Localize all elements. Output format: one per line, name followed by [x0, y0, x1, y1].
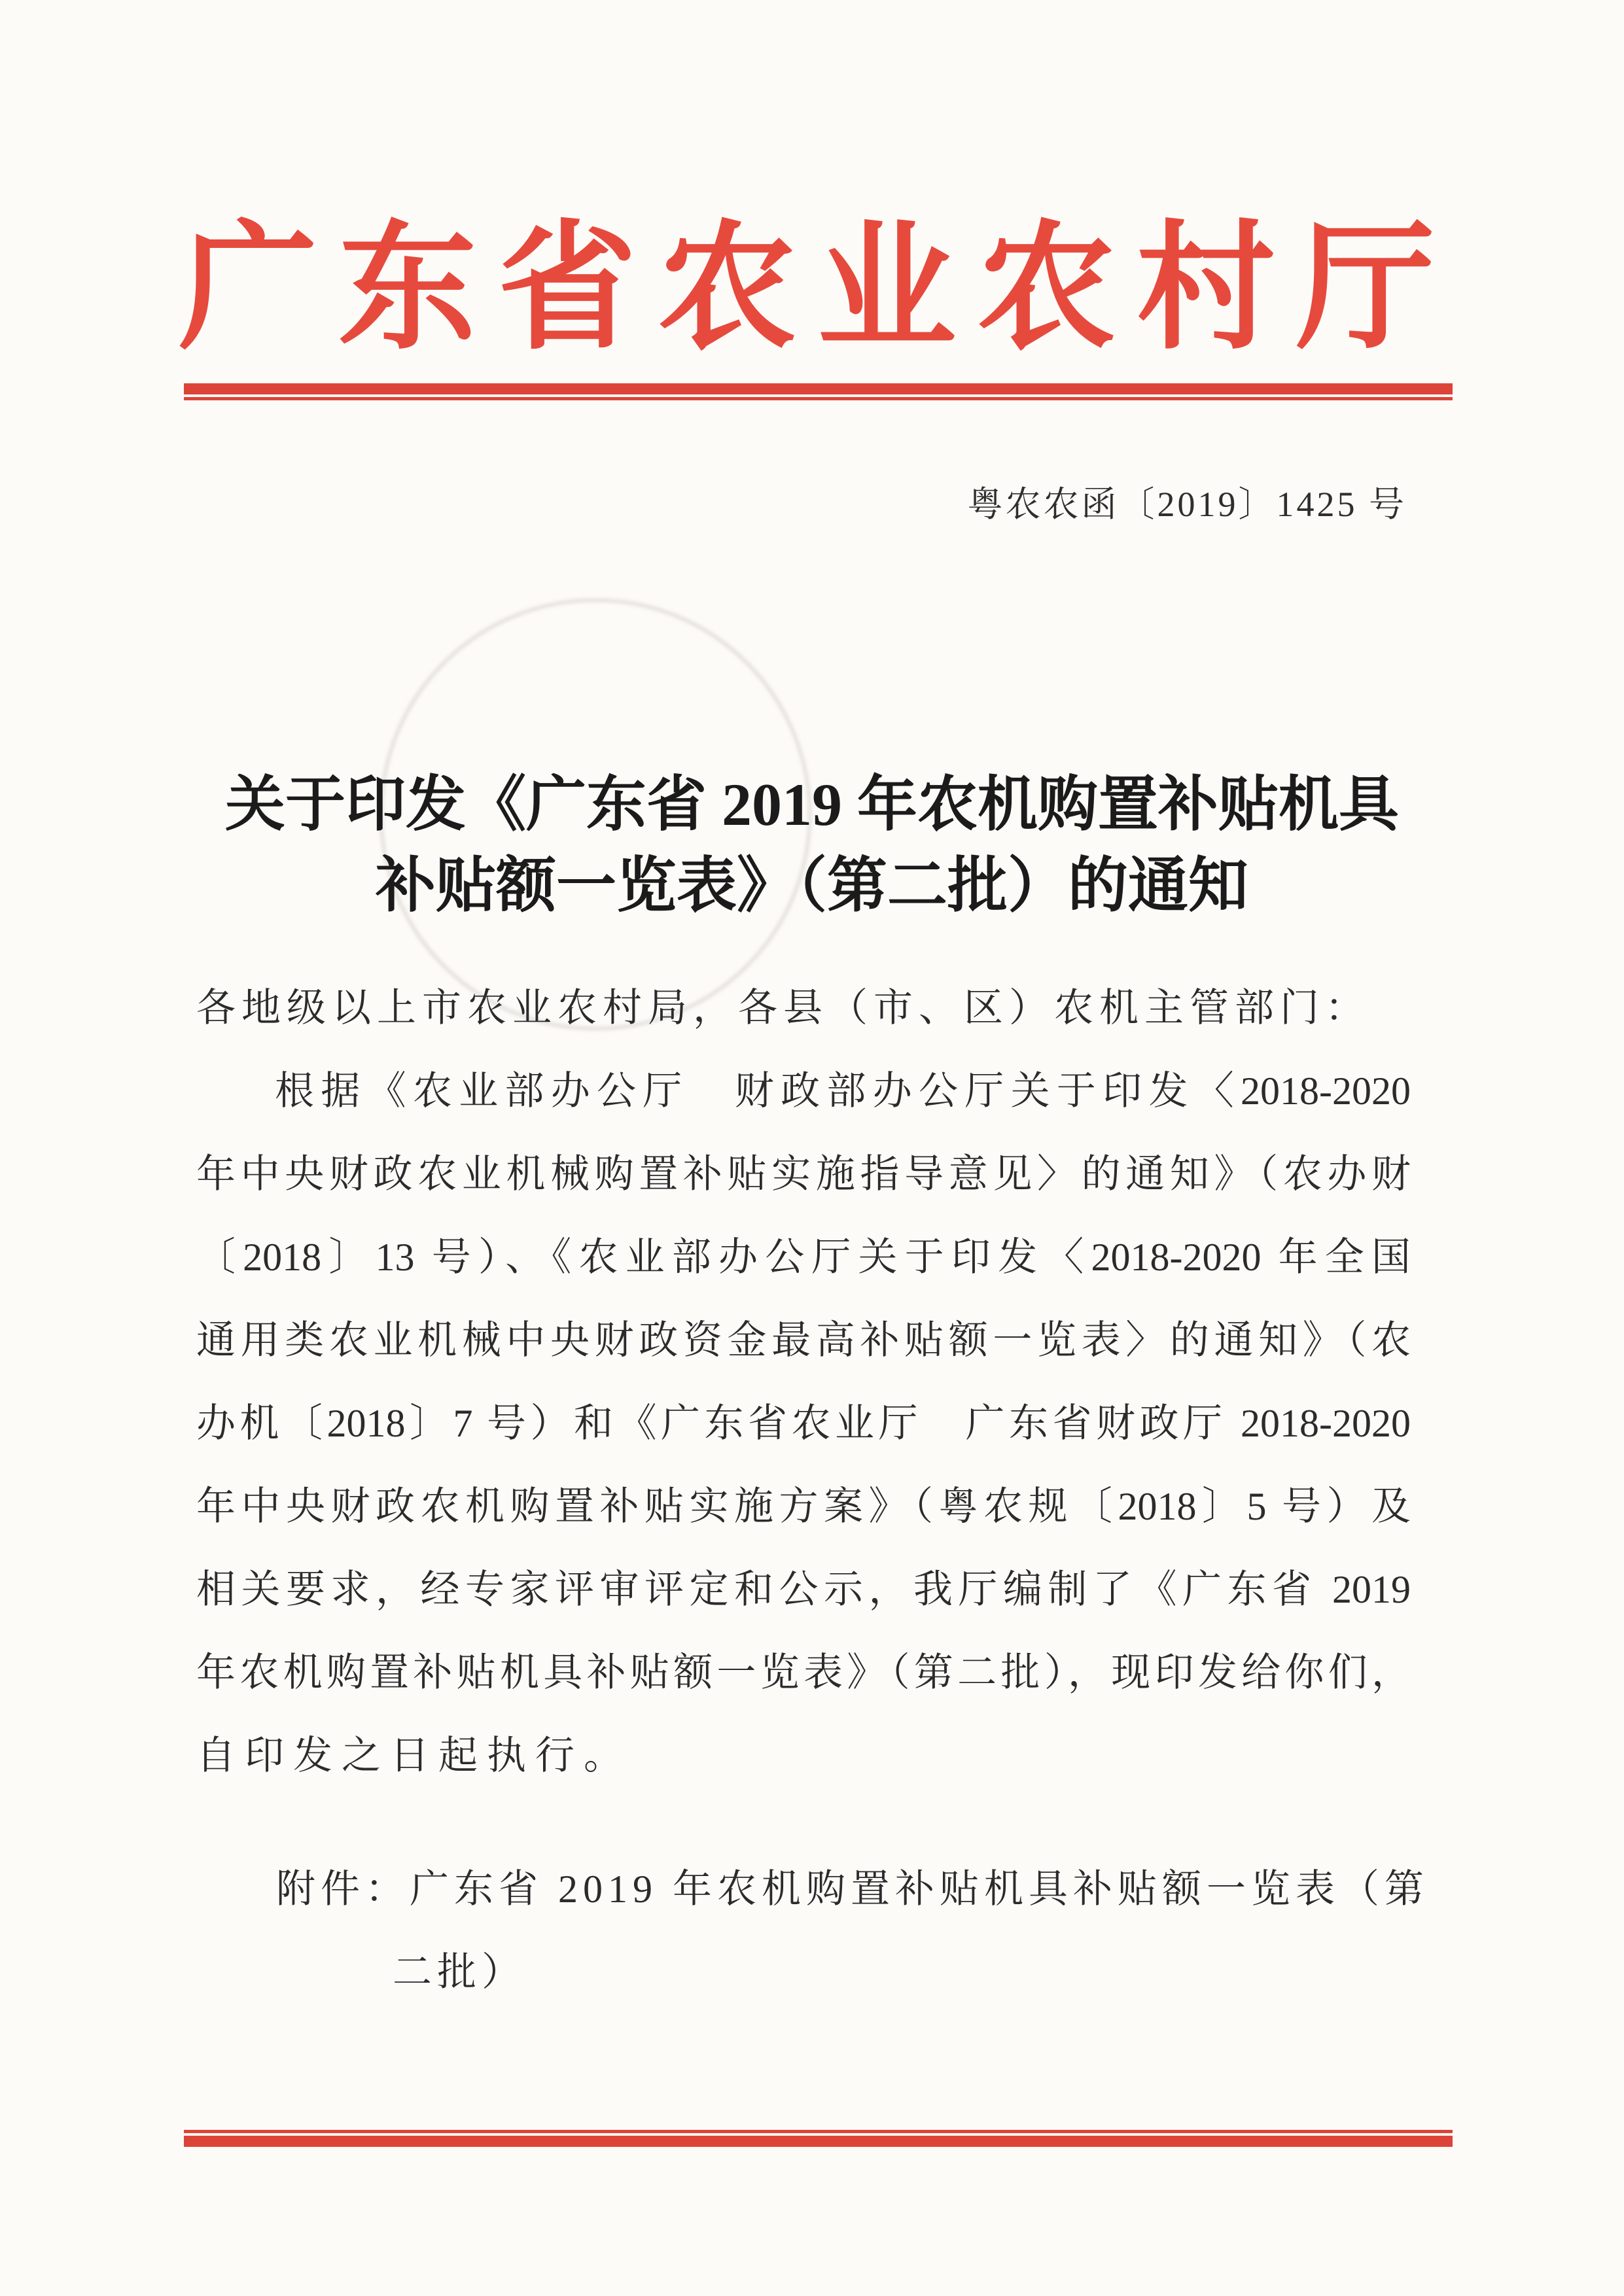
salutation: 各地级以上市农业农村局，各县（市、区）农机主管部门：	[196, 986, 1370, 1030]
divider-thin-bar	[184, 397, 1453, 400]
body-line: 年中央财政农业机械购置补贴实施指导意见〉的通知》（农办财	[196, 1153, 1411, 1196]
document-title	[0, 764, 1624, 926]
attachment-note	[196, 1848, 1439, 2014]
attachment-line-1: 附件：广东省 2019 年农机购置补贴机具补贴额一览表（第	[276, 1868, 1429, 1911]
footer-divider	[184, 2130, 1453, 2147]
body-line: 自印发之日起执行。	[196, 1734, 632, 1777]
body-line: 相关要求，经专家评审评定和公示，我厅编制了《广东省 2019	[196, 1568, 1411, 1611]
body-line: 年农机购置补贴机具补贴额一览表》（第二批），现印发给你们，	[196, 1651, 1411, 1694]
body-line: 年中央财政农机购置补贴实施方案》（粤农规〔2018〕5 号）及	[196, 1485, 1411, 1528]
document-title-line-1: 关于印发《广东省 2019 年农机购置补贴机具	[224, 771, 1399, 838]
document-body	[196, 967, 1411, 1798]
document-title-line-2: 补贴额一览表》（第二批）的通知	[375, 852, 1248, 919]
letterhead-title: 广东省农业农村厅	[179, 212, 1456, 366]
attachment-line-2: 二批）	[393, 1951, 526, 1994]
body-line: 根据《农业部办公厅 财政部办公厅关于印发〈2018-2020	[275, 1070, 1411, 1113]
body-line: 办机〔2018〕7 号）和《广东省农业厅 广东省财政厅 2018-2020	[196, 1402, 1411, 1445]
document-number: 粤农农函〔2019〕1425 号	[967, 485, 1407, 524]
header-divider	[184, 383, 1453, 400]
body-line: 通用类农业机械中央财政资金最高补贴额一览表〉的通知》（农	[196, 1319, 1411, 1362]
divider-thick-bar	[184, 2136, 1453, 2147]
divider-thick-bar	[184, 383, 1453, 394]
body-line: 〔2018〕13 号）、《农业部办公厅关于印发〈2018-2020 年全国	[196, 1236, 1411, 1279]
